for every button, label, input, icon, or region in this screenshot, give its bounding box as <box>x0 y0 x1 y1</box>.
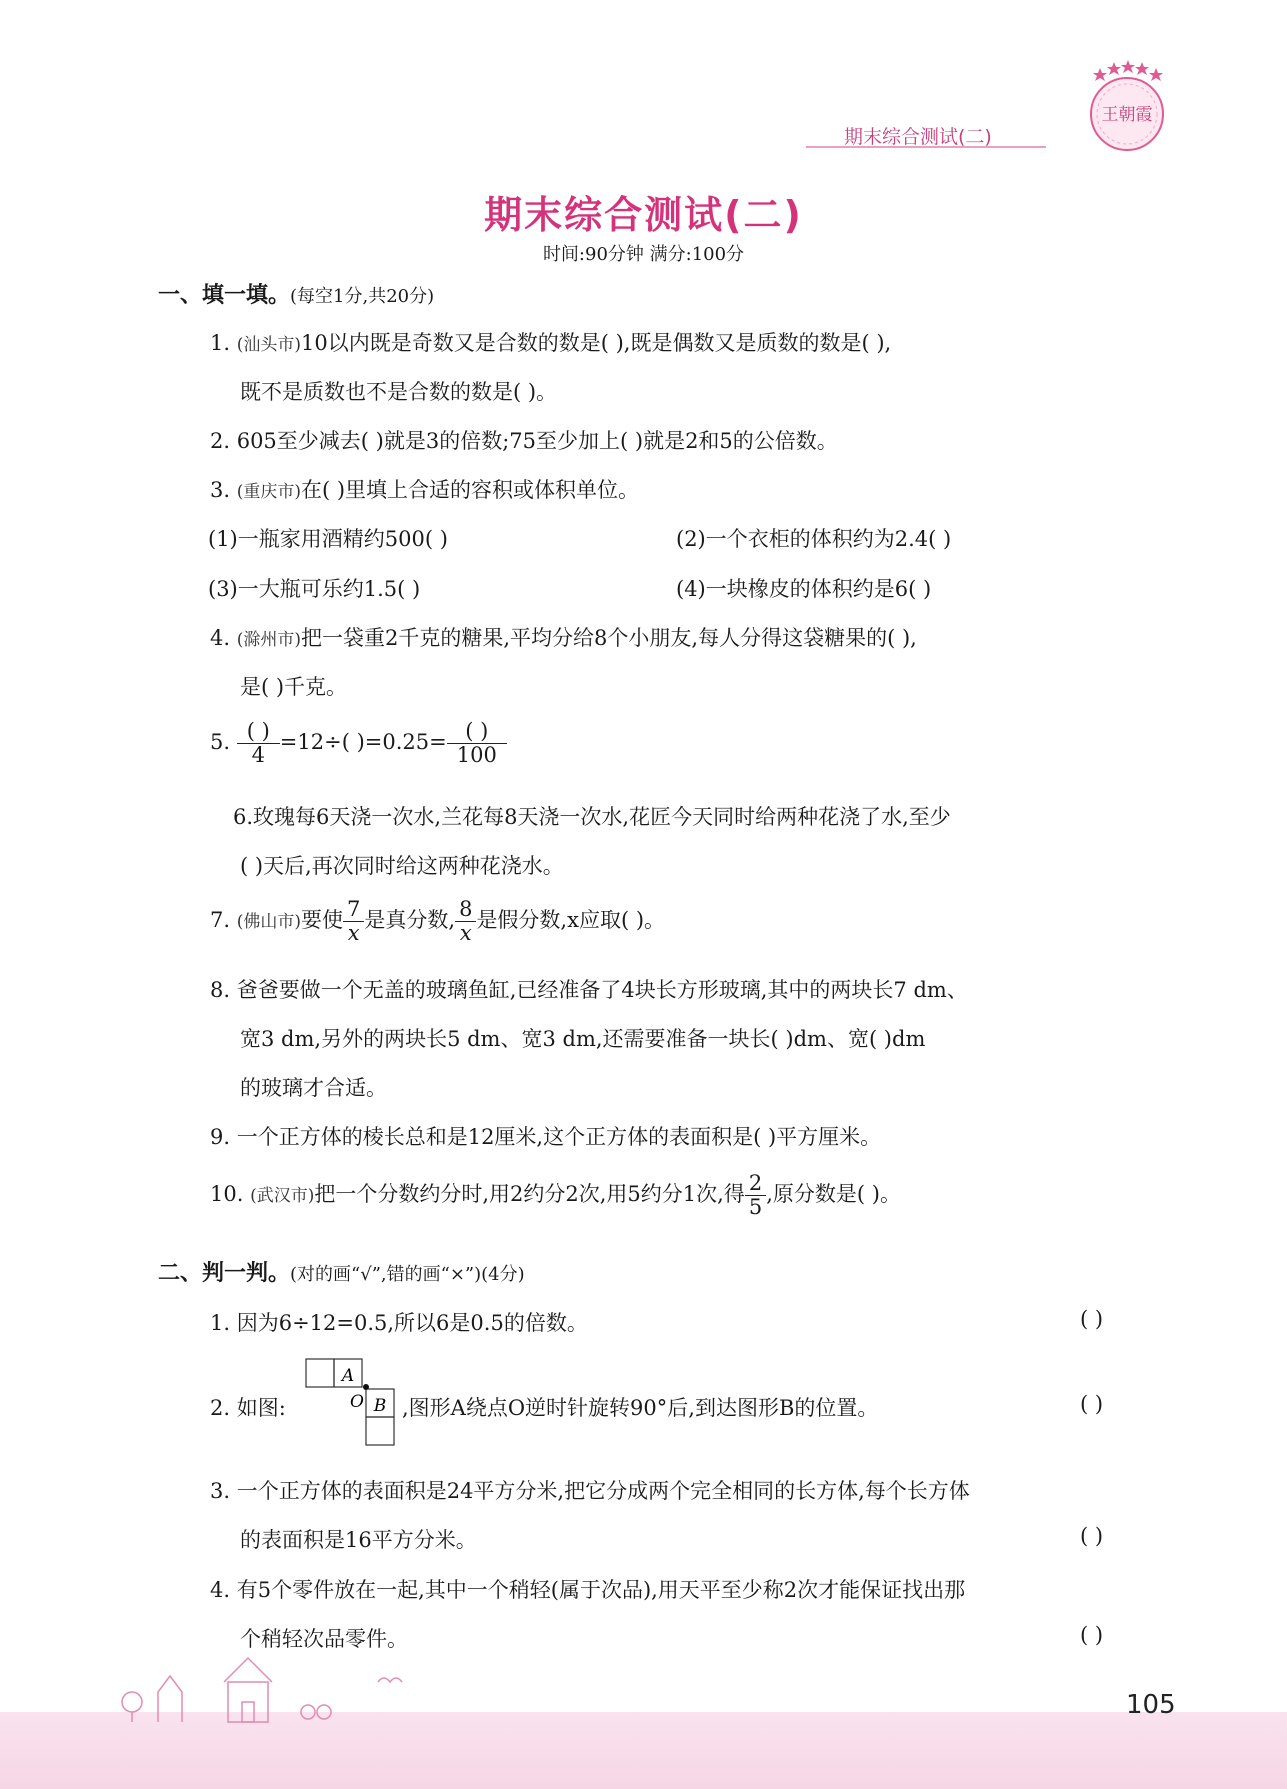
page-number: 105 <box>1126 1690 1176 1720</box>
question-source-tag: (武汉市) <box>250 1186 315 1207</box>
fraction-denominator: x <box>347 921 360 946</box>
section-1-title: 一、填一填。 <box>158 283 291 308</box>
question-5 <box>210 720 507 767</box>
question-number: 1. <box>210 331 231 355</box>
question-number: 4. <box>210 626 231 650</box>
question-text: 把一个分数约分时,用2约分2次,用5约分1次,得 <box>314 1182 745 1207</box>
question-text: 是假分数,x应取( )。 <box>476 908 666 933</box>
figure-label-a: A <box>341 1366 355 1386</box>
fraction-denominator: 4 <box>251 743 265 768</box>
question-source-tag: (重庆市) <box>236 482 301 502</box>
question-3 <box>210 474 639 504</box>
question-source-tag: (佛山市) <box>236 912 301 933</box>
question-6-line-1: 6.玫瑰每6天浇一次水,兰花每8天浇一次水,花匠今天同时给两种花浇了水,至少 <box>233 805 951 829</box>
section-1-heading <box>158 278 434 309</box>
judge-1: 1. 因为6÷12=0.5,所以6是0.5的倍数。 <box>210 1311 588 1335</box>
page-subtitle: 时间:90分钟 满分:100分 <box>542 244 745 265</box>
question-8-line-3: 的玻璃才合适。 <box>240 1076 387 1100</box>
question-4-line-1 <box>210 622 917 652</box>
fraction-numerator: 7 <box>343 898 364 922</box>
question-number: 10. <box>210 1182 244 1207</box>
section-2-title: 二、判一判。 <box>158 1261 291 1286</box>
judge-2-answer-paren: ( ) <box>1080 1392 1104 1416</box>
question-8-line-2: 宽3 dm,另外的两块长5 dm、宽3 dm,还需要准备一块长( )dm、宽( )dm <box>240 1027 926 1051</box>
judge-3-line-2: 的表面积是16平方分米。 <box>240 1528 477 1552</box>
fraction-2-over-5 <box>745 1172 766 1219</box>
fraction-2 <box>447 720 507 767</box>
judge-4-line-1: 4. 有5个零件放在一起,其中一个稍轻(属于次品),用天平至少称2次才能保证找出那 <box>210 1578 966 1602</box>
fraction-numerator: ( ) <box>237 720 280 744</box>
badge-brand-text: 王朝霞 <box>1101 105 1153 125</box>
question-source-tag: (汕头市) <box>236 335 301 355</box>
question-text: =12÷( )=0.25= <box>279 730 447 755</box>
question-text: 10以内既是奇数又是合数的数是( ),既是偶数又是质数的数是( ), <box>301 331 892 355</box>
fraction-denominator: x <box>459 921 472 946</box>
question-text: 要使 <box>301 908 343 933</box>
fraction-7-over-x <box>343 898 364 945</box>
question-number: 7. <box>210 908 231 933</box>
judge-4-line-2: 个稍轻次品零件。 <box>240 1627 408 1651</box>
header-tab <box>806 114 1046 148</box>
question-3-part-2: (2)一个衣柜的体积约为2.4( ) <box>676 527 952 551</box>
question-7 <box>210 898 665 945</box>
question-2: 2. 605至少减去( )就是3的倍数;75至少加上( )就是2和5的公倍数。 <box>210 429 838 453</box>
question-number: 3. <box>210 478 231 502</box>
fraction-numerator: 2 <box>745 1172 766 1196</box>
judge-3-answer-paren: ( ) <box>1080 1524 1104 1548</box>
figure-label-b: B <box>373 1396 387 1416</box>
fraction-denominator: 100 <box>456 743 497 768</box>
question-8-line-1: 8. 爸爸要做一个无盖的玻璃鱼缸,已经准备了4块长方形玻璃,其中的两块长7 dm、 <box>210 978 968 1002</box>
rotation-figure <box>304 1357 404 1453</box>
question-1-line-1 <box>210 327 891 357</box>
question-3-part-4: (4)一块橡皮的体积约是6( ) <box>676 577 932 601</box>
question-4-line-2: 是( )千克。 <box>240 675 348 699</box>
judge-2-prefix: 2. 如图: <box>210 1396 286 1420</box>
question-9: 9. 一个正方体的棱长总和是12厘米,这个正方体的表面积是( )平方厘米。 <box>210 1125 882 1149</box>
fraction-denominator: 5 <box>748 1195 763 1220</box>
fraction-8-over-x <box>455 898 476 945</box>
judge-2-text: ,图形A绕点O逆时针旋转90°后,到达图形B的位置。 <box>402 1396 879 1420</box>
judge-4-answer-paren: ( ) <box>1080 1623 1104 1647</box>
section-2-heading <box>158 1256 525 1287</box>
header-tab-label: 期末综合测试(二) <box>844 126 992 148</box>
brand-badge-logo <box>1070 56 1180 156</box>
fraction-1 <box>237 720 280 767</box>
page-title: 期末综合测试(二) <box>484 193 803 237</box>
question-text: ,原分数是( )。 <box>766 1182 901 1207</box>
question-text: 是真分数, <box>364 908 456 933</box>
question-text: 在( )里填上合适的容积或体积单位。 <box>301 478 640 502</box>
fraction-numerator: 8 <box>455 898 476 922</box>
question-3-part-1: (1)一瓶家用酒精约500( ) <box>208 527 448 551</box>
section-1-note: (每空1分,共20分) <box>290 286 435 307</box>
section-2-note: (对的画“√”,错的画“×”)(4分) <box>290 1264 525 1285</box>
figure-label-o: O <box>350 1392 364 1412</box>
judge-1-answer-paren: ( ) <box>1080 1307 1104 1331</box>
question-6-line-2: ( )天后,再次同时给这两种花浇水。 <box>240 854 564 878</box>
question-3-part-3: (3)一大瓶可乐约1.5( ) <box>208 577 421 601</box>
castle-decoration-icon <box>118 1652 418 1724</box>
question-source-tag: (滁州市) <box>236 630 301 650</box>
question-1-line-2: 既不是质数也不是合数的数是( )。 <box>240 380 558 404</box>
fraction-numerator: ( ) <box>447 720 507 744</box>
question-text: 把一袋重2千克的糖果,平均分给8个小朋友,每人分得这袋糖果的( ), <box>301 626 917 650</box>
question-number: 5. <box>210 730 231 755</box>
question-10 <box>210 1172 901 1219</box>
judge-3-line-1: 3. 一个正方体的表面积是24平方分米,把它分成两个完全相同的长方体,每个长方体 <box>210 1479 970 1503</box>
